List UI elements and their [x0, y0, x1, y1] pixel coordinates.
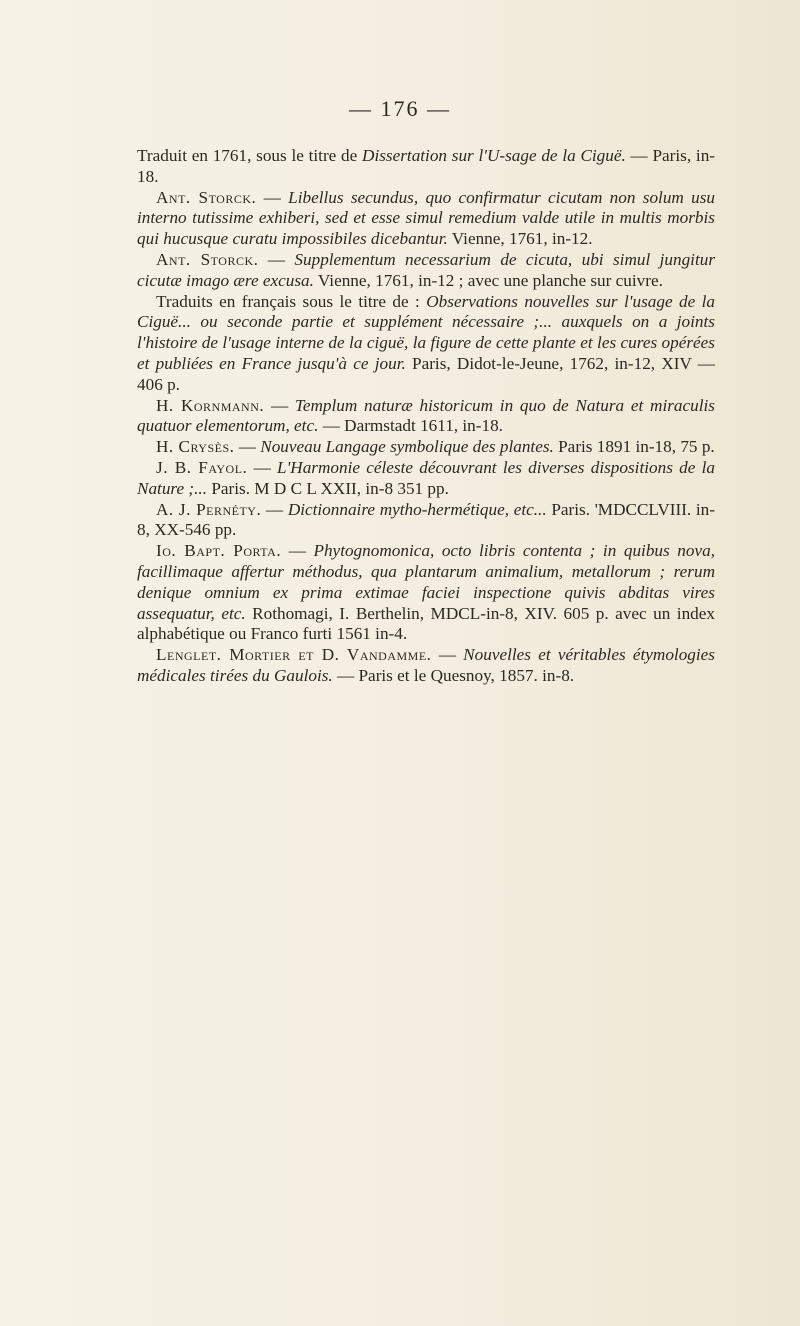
- bibliography-entry: [137, 458, 715, 500]
- entry-title: Nouvelles et véritables étymologies médicales tirées du Gaulois.: [137, 645, 715, 685]
- entry-separator: —: [247, 457, 278, 477]
- entry-title: Libellus secundus, quo confirmatur cicutam non solum usu interno tutissime exhiberi, sed et esse simul remedium valde utile in multis morbis qui hucusque curatu impossibiles dicebantur.: [137, 187, 716, 249]
- bibliography-entry: [137, 645, 715, 687]
- entry-details: Paris. 'MDCCLVIII. in-8, XX-546 pp.: [137, 499, 715, 540]
- entry-author: Io. Bapt. Porta.: [156, 541, 282, 561]
- bibliography-entry: [137, 250, 715, 292]
- entry-separator: —: [234, 437, 261, 457]
- entry-author: J. B. Fayol.: [156, 457, 248, 477]
- entry-text: Traduits en français sous le titre de :: [156, 291, 427, 311]
- entry-separator: —: [431, 645, 464, 665]
- entry-title: Templum naturæ historicum in quo de Natura et miraculis quatuor elementorum, etc.: [137, 395, 715, 436]
- entry-title: Dissertation sur l'U-sage de la Ciguë.: [362, 146, 626, 165]
- bibliography-entry: [137, 292, 715, 396]
- bibliography-entry: [137, 541, 715, 645]
- bibliography-entry: [137, 437, 715, 458]
- entry-separator: —: [261, 499, 288, 519]
- entry-details: — Darmstadt 1611, in-18.: [318, 416, 503, 436]
- entry-details: Vienne, 1761, in-12 ; avec une planche sur cuivre.: [313, 270, 663, 290]
- entry-title: L'Harmonie céleste découvrant les diverses dispositions de la Nature ;...: [137, 457, 715, 498]
- entry-author: Lenglet. Mortier et D. Vandamme.: [156, 645, 432, 665]
- bibliography-entry: [137, 500, 715, 542]
- entry-title: Nouveau Langage symbolique des plantes.: [260, 437, 554, 457]
- entry-author: A. J. Pernéty.: [156, 499, 262, 519]
- entry-author: Ant. Storck.: [156, 249, 259, 269]
- page-number: — 176 —: [349, 96, 451, 121]
- bibliography-entry: [137, 396, 715, 438]
- entry-title: Dictionnaire mytho-hermétique, etc...: [287, 499, 547, 519]
- entry-details: — Paris, in-18.: [137, 146, 716, 186]
- entry-title: Supplementum necessarium de cicuta, ubi simul jungitur cicutæ imago ære excusa.: [137, 249, 716, 290]
- entry-details: Vienne, 1761, in-12.: [447, 229, 593, 249]
- entry-title: Phytognomonica, octo libris contenta ; in quibus nova, facillimaque affertur méthodus, qua plantarum animalium, metallorum ; rerum denique omnium ex prima extimae faciei inspectione quivis abditas vires assequatur, etc.: [137, 541, 715, 623]
- entry-separator: —: [264, 395, 295, 415]
- entry-author: H. Kornmann.: [156, 395, 265, 415]
- entry-details: Paris 1891 in-18, 75 p.: [553, 437, 715, 457]
- bibliography-entry: [137, 188, 715, 250]
- entry-separator: —: [258, 249, 295, 269]
- entry-text: Traduit en 1761, sous le titre de: [137, 146, 363, 165]
- entry-author: Ant. Storck.: [156, 187, 257, 207]
- entry-title: Observations nouvelles sur l'usage de la Ciguë... ou seconde partie et supplément nécessaire ;... auxquels on a joints l'histoire de l'usage interne de la ciguë, la figure de cette plante et les cures opérées et publiées en France jusqu'à ce jour.: [137, 291, 715, 373]
- entry-details: Paris. M D C L XXII, in-8 351 pp.: [207, 478, 449, 498]
- entry-details: — Paris et le Quesnoy, 1857. in-8.: [332, 665, 575, 685]
- entry-details: Paris, Didot-le-Jeune, 1762, in-12, XIV — 406 p.: [137, 353, 715, 394]
- bibliography-entry: [137, 146, 715, 188]
- entry-author: H. Crysès.: [156, 437, 235, 457]
- entry-separator: —: [256, 187, 289, 207]
- entry-separator: —: [281, 541, 314, 561]
- entry-details: Rothomagi, I. Berthelin, MDCL-in-8, XIV. 605 p. avec un index alphabétique ou Franco furti 1561 in-4.: [137, 603, 715, 644]
- bibliography-list: [137, 146, 715, 687]
